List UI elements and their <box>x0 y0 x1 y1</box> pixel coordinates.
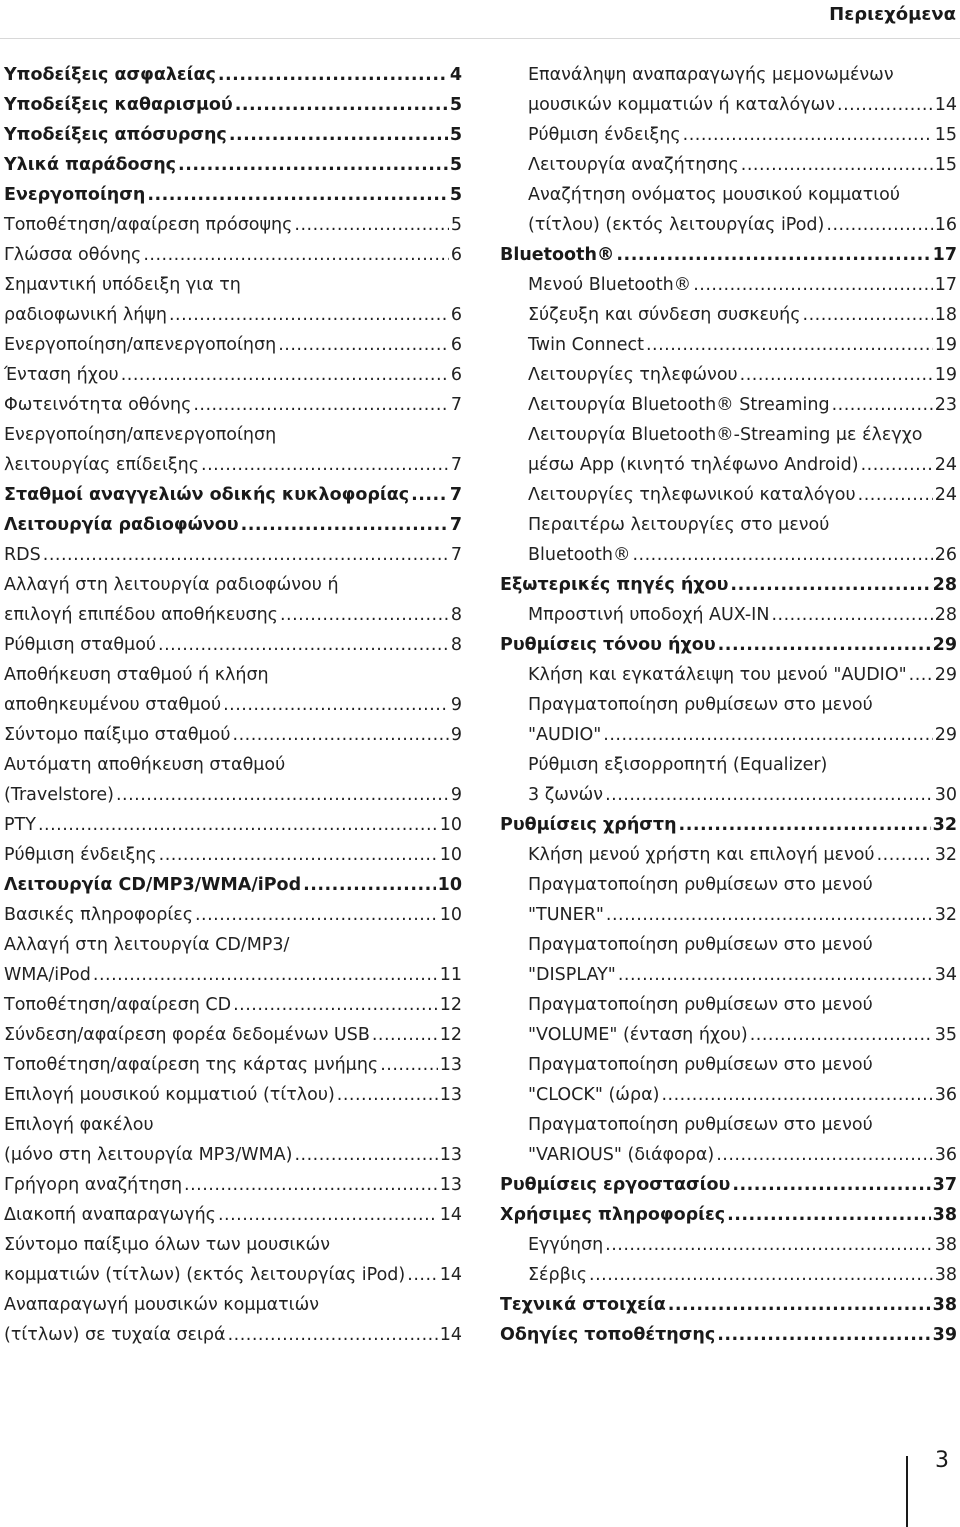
toc-page-number: 10 <box>437 875 462 895</box>
toc-page-number: 38 <box>932 1295 957 1315</box>
toc-entry-title: Λειτουργίες τηλεφώνου <box>528 365 738 385</box>
toc-entry <box>500 1260 957 1290</box>
toc-entry-title: Διακοπή αναπαραγωγής <box>4 1205 216 1225</box>
toc-page-number: 26 <box>934 545 957 565</box>
toc-entry-title: Πραγματοποίηση ρυθμίσεων στο μενού <box>528 695 873 715</box>
toc-leader-dots <box>732 1170 930 1200</box>
toc-leader-dots <box>178 150 448 180</box>
toc-entry-title: Κλήση και εγκατάλειψη του μενού "AUDIO" <box>528 665 907 685</box>
toc-entry-title: Αναπαραγωγή μουσικών κομματιών <box>4 1295 320 1315</box>
toc-entry <box>4 60 462 90</box>
toc-page-number: 17 <box>932 245 957 265</box>
toc-entry-title: Αναζήτηση ονόματος μουσικού κομματιού <box>528 185 901 205</box>
toc-entry-title: Λειτουργία Bluetooth® Streaming <box>528 395 830 415</box>
toc-entry-title: Μενού Bluetooth® <box>528 275 692 295</box>
toc-entry <box>4 570 462 630</box>
toc-entry-title: Αποθήκευση σταθμού ή κλήση <box>4 665 269 685</box>
toc-entry-title: Σημαντική υπόδειξη για τη <box>4 275 241 295</box>
toc-leader-dots <box>116 780 449 810</box>
toc-page-number: 38 <box>934 1235 957 1255</box>
toc-entry <box>4 240 462 270</box>
toc-page-number: 12 <box>439 995 462 1015</box>
toc-entry-title: Πραγματοποίηση ρυθμίσεων στο μενού <box>528 875 873 895</box>
toc-page-number: 19 <box>934 335 957 355</box>
toc-leader-dots <box>740 360 933 390</box>
toc-page-number: 10 <box>439 905 462 925</box>
toc-entry-title: (τίτλων) σε τυχαία σειρά <box>4 1325 226 1345</box>
toc-page-number: 5 <box>449 95 462 115</box>
toc-page-number: 7 <box>449 485 462 505</box>
toc-entry-title: Ενεργοποίηση/απενεργοποίηση <box>4 335 277 355</box>
toc-entry <box>500 660 957 690</box>
toc-leader-dots <box>233 990 438 1020</box>
toc-leader-dots <box>646 330 933 360</box>
toc-entry <box>4 1080 462 1110</box>
toc-entry-title: "TUNER" <box>528 905 604 925</box>
toc-entry <box>4 90 462 120</box>
toc-entry-title: Υποδείξεις ασφαλείας <box>4 65 216 85</box>
toc-page-number: 13 <box>439 1055 462 1075</box>
toc-entry-title: Περαιτέρω λειτουργίες στο μενού <box>528 515 830 535</box>
toc-page-number: 35 <box>934 1025 957 1045</box>
toc-page-number: 32 <box>934 905 957 925</box>
toc-right-column <box>500 60 957 1350</box>
toc-leader-dots <box>618 960 933 990</box>
toc-entry <box>500 750 957 810</box>
toc-page-number: 13 <box>439 1145 462 1165</box>
toc-page-number: 29 <box>934 665 957 685</box>
toc-entry <box>500 690 957 750</box>
toc-entry <box>4 360 462 390</box>
toc-leader-dots <box>229 120 448 150</box>
toc-leader-dots <box>750 1020 933 1050</box>
toc-entry-title: Αλλαγή στη λειτουργία ραδιοφώνου ή <box>4 575 339 595</box>
toc-page-number: 5 <box>450 215 462 235</box>
toc-entry-title: Φωτεινότητα οθόνης <box>4 395 192 415</box>
toc-page-number: 6 <box>450 335 462 355</box>
toc-entry-title: Κλήση μενού χρήστη και επιλογή μενού <box>528 845 875 865</box>
toc-entry-title: Ρύθμιση ένδειξης <box>528 125 681 145</box>
toc-leader-dots <box>668 1290 931 1320</box>
toc-leader-dots <box>683 120 933 150</box>
toc-entry-title: Σταθμοί αναγγελιών οδικής κυκλοφορίας <box>4 485 410 505</box>
toc-page-number: 7 <box>450 455 462 475</box>
toc-entry-title: WMA/iPod <box>4 965 91 985</box>
toc-entry-title: "DISPLAY" <box>528 965 616 985</box>
toc-entry-title: Ρυθμίσεις τόνου ήχου <box>500 635 716 655</box>
toc-leader-dots <box>616 240 930 270</box>
toc-page-number: 14 <box>934 95 957 115</box>
toc-entry-title: 3 ζωνών <box>528 785 604 805</box>
toc-entry-title: Ρύθμιση εξισορροπητή (Equalizer) <box>528 755 828 775</box>
toc-entry <box>4 840 462 870</box>
toc-leader-dots <box>193 390 449 420</box>
toc-page-number: 14 <box>439 1325 462 1345</box>
toc-entry-title: ραδιοφωνική λήψη <box>4 305 167 325</box>
toc-leader-dots <box>411 480 448 510</box>
toc-page-number: 38 <box>932 1205 957 1225</box>
toc-entry-title: Τοποθέτηση/αφαίρεση CD <box>4 995 232 1015</box>
toc-page-number: 6 <box>450 365 462 385</box>
toc-entry-title: Πραγματοποίηση ρυθμίσεων στο μενού <box>528 1115 873 1135</box>
toc-leader-dots <box>280 600 449 630</box>
toc-entry-title: (τίτλου) (εκτός λειτουργίας iPod) <box>528 215 825 235</box>
toc-entry <box>500 270 957 300</box>
toc-entry <box>4 630 462 660</box>
toc-page-number: 7 <box>449 515 462 535</box>
toc-page-number: 10 <box>439 815 462 835</box>
toc-leader-dots <box>832 390 933 420</box>
toc-entry <box>500 330 957 360</box>
toc-entry-title: Εγγύηση <box>528 1235 604 1255</box>
toc-leader-dots <box>294 210 448 240</box>
toc-page-number: 23 <box>934 395 957 415</box>
toc-entry-title: Twin Connect <box>528 335 644 355</box>
toc-page-number: 18 <box>934 305 957 325</box>
toc-entry-title: αποθηκευμένου σταθμού <box>4 695 222 715</box>
toc-entry <box>4 330 462 360</box>
toc-leader-dots <box>218 60 448 90</box>
toc-entry-title: Τοποθέτηση/αφαίρεση της κάρτας μνήμης <box>4 1055 379 1075</box>
toc-entry-title: Εξωτερικές πηγές ήχου <box>500 575 729 595</box>
toc-page-number: 6 <box>450 305 462 325</box>
toc-entry-title: (μόνο στη λειτουργία MP3/WMA) <box>4 1145 293 1165</box>
toc-leader-dots <box>228 1320 438 1350</box>
toc-entry-title: Τοποθέτηση/αφαίρεση πρόσοψης <box>4 215 293 235</box>
toc-entry <box>4 1020 462 1050</box>
toc-page-number: 17 <box>934 275 957 295</box>
toc-leader-dots <box>303 870 436 900</box>
toc-entry-title: Bluetooth® <box>500 245 615 265</box>
toc-page-number: 13 <box>439 1175 462 1195</box>
toc-leader-dots <box>679 810 931 840</box>
toc-page-number: 15 <box>934 125 957 145</box>
toc-leader-dots <box>661 1080 932 1110</box>
toc-entry-title: Λειτουργία Bluetooth®-Streaming με έλεγχο <box>528 425 923 445</box>
toc-entry <box>500 240 957 270</box>
toc-entry-title: Σύντομο παίξιμο σταθμού <box>4 725 231 745</box>
toc-leader-dots <box>407 1260 437 1290</box>
toc-entry-title: Βασικές πληροφορίες <box>4 905 193 925</box>
toc-page-number: 32 <box>934 845 957 865</box>
toc-entry <box>500 480 957 510</box>
toc-entry-title: Πραγματοποίηση ρυθμίσεων στο μενού <box>528 1055 873 1075</box>
toc-page-number: 36 <box>934 1145 957 1165</box>
toc-page-number: 9 <box>450 785 462 805</box>
toc-leader-dots <box>909 660 933 690</box>
toc-page-number: 10 <box>439 845 462 865</box>
toc-leader-dots <box>223 690 449 720</box>
toc-leader-dots <box>233 720 449 750</box>
toc-entry <box>500 360 957 390</box>
toc-leader-dots <box>201 450 449 480</box>
toc-leader-dots <box>603 720 932 750</box>
toc-entry <box>4 870 462 900</box>
toc-page-number: 5 <box>449 155 462 175</box>
toc-entry-title: επιλογή επιπέδου αποθήκευσης <box>4 605 278 625</box>
toc-entry <box>4 720 462 750</box>
toc-entry-title: Τεχνικά στοιχεία <box>500 1295 666 1315</box>
toc-entry <box>500 420 957 480</box>
toc-leader-dots <box>218 1200 438 1230</box>
footer-divider <box>906 1456 908 1527</box>
toc-leader-dots <box>294 1140 437 1170</box>
toc-entry <box>500 390 957 420</box>
toc-entry <box>4 1050 462 1080</box>
toc-entry <box>500 60 957 120</box>
toc-entry-title: μουσικών κομματιών ή καταλόγων <box>528 95 835 115</box>
toc-page-number: 34 <box>934 965 957 985</box>
toc-entry <box>4 1170 462 1200</box>
toc-entry-title: Επιλογή φακέλου <box>4 1115 154 1135</box>
toc-page-number: 24 <box>934 485 957 505</box>
toc-entry-title: Bluetooth® <box>528 545 631 565</box>
toc-page-number: 14 <box>439 1205 462 1225</box>
toc-leader-dots <box>278 330 449 360</box>
toc-entry-title: "VARIOUS" (διάφορα) <box>528 1145 715 1165</box>
toc-leader-dots <box>337 1080 438 1110</box>
toc-page-number: 24 <box>934 455 957 475</box>
toc-leader-dots <box>606 900 933 930</box>
toc-page-number: 36 <box>934 1085 957 1105</box>
toc-entry <box>500 1110 957 1170</box>
toc-entry-title: Αυτόματη αποθήκευση σταθμού <box>4 755 286 775</box>
toc-entry-title: μέσω App (κινητό τηλέφωνο Android) <box>528 455 859 475</box>
toc-entry-title: PTY <box>4 815 36 835</box>
toc-entry-title: Πραγματοποίηση ρυθμίσεων στο μενού <box>528 935 873 955</box>
toc-page-number: 30 <box>934 785 957 805</box>
toc-leader-dots <box>717 1320 930 1350</box>
toc-entry <box>500 600 957 630</box>
toc-entry <box>500 570 957 600</box>
toc-leader-dots <box>741 150 933 180</box>
toc-entry-title: Γλώσσα οθόνης <box>4 245 142 265</box>
toc-entry <box>4 120 462 150</box>
toc-page-number: 15 <box>934 155 957 175</box>
toc-entry <box>4 1200 462 1230</box>
toc-leader-dots <box>771 600 932 630</box>
toc-entry <box>4 660 462 720</box>
toc-leader-dots <box>241 510 448 540</box>
toc-page-number: 7 <box>450 395 462 415</box>
toc-entry <box>4 810 462 840</box>
toc-page-number: 9 <box>450 695 462 715</box>
toc-page-number: 29 <box>932 635 957 655</box>
toc-entry-title: λειτουργίας επίδειξης <box>4 455 199 475</box>
toc-entry <box>500 1230 957 1260</box>
toc-entry-title: Υποδείξεις καθαρισμού <box>4 95 233 115</box>
toc-leader-dots <box>158 630 449 660</box>
toc-entry <box>4 990 462 1020</box>
toc-leader-dots <box>147 180 447 210</box>
toc-entry-title: κομματιών (τίτλων) (εκτός λειτουργίας iPod) <box>4 1265 406 1285</box>
toc-entry <box>500 120 957 150</box>
toc-page-number: 28 <box>934 605 957 625</box>
toc-entry <box>500 1200 957 1230</box>
page-title: Περιεχόμενα <box>829 4 956 25</box>
toc-entry-title: Μπροστινή υποδοχή AUX-IN <box>528 605 770 625</box>
toc-entry-title: "CLOCK" (ώρα) <box>528 1085 660 1105</box>
toc-entry <box>4 480 462 510</box>
toc-leader-dots <box>184 1170 438 1200</box>
toc-leader-dots <box>169 300 449 330</box>
toc-page-number: 32 <box>932 815 957 835</box>
toc-leader-dots <box>195 900 438 930</box>
toc-page-number: 8 <box>450 605 462 625</box>
toc-entry-title: Ρυθμίσεις χρήστη <box>500 815 677 835</box>
toc-leader-dots <box>632 540 932 570</box>
toc-entry-title: Υποδείξεις απόσυρσης <box>4 125 227 145</box>
toc-entry <box>500 990 957 1050</box>
toc-entry-title: Σύνδεση/αφαίρεση φορέα δεδομένων USB <box>4 1025 370 1045</box>
toc-leader-dots <box>861 450 933 480</box>
toc-entry <box>4 270 462 330</box>
toc-entry-title: Λειτουργία CD/MP3/WMA/iPod <box>4 875 302 895</box>
toc-leader-dots <box>143 240 449 270</box>
toc-page-number: 14 <box>439 1265 462 1285</box>
toc-page-number: 9 <box>450 725 462 745</box>
toc-entry <box>4 390 462 420</box>
toc-entry <box>500 150 957 180</box>
toc-leader-dots <box>93 960 438 990</box>
toc-page-number: 12 <box>439 1025 462 1045</box>
toc-page-number: 6 <box>450 245 462 265</box>
toc-entry-title: Λειτουργίες τηλεφωνικού καταλόγου <box>528 485 856 505</box>
toc-entry <box>500 300 957 330</box>
toc-page-number: 16 <box>934 215 957 235</box>
toc-entry <box>500 1050 957 1110</box>
toc-leader-dots <box>718 630 931 660</box>
toc-page-number: 5 <box>449 185 462 205</box>
toc-page-number: 4 <box>449 65 462 85</box>
toc-leader-dots <box>837 90 933 120</box>
toc-entry <box>4 1110 462 1170</box>
toc-entry <box>4 900 462 930</box>
toc-entry <box>4 1290 462 1350</box>
header-bar <box>0 0 960 39</box>
toc-entry-title: Ρύθμιση σταθμού <box>4 635 157 655</box>
toc-entry <box>4 150 462 180</box>
toc-entry-title: Υλικά παράδοσης <box>4 155 177 175</box>
page-number: 3 <box>935 1448 949 1473</box>
toc-entry-title: Χρήσιμες πληροφορίες <box>500 1205 726 1225</box>
toc-entry <box>4 930 462 990</box>
toc-page-number: 13 <box>439 1085 462 1105</box>
toc-page-number: 5 <box>449 125 462 145</box>
toc-entry-title: Αλλαγή στη λειτουργία CD/MP3/ <box>4 935 290 955</box>
toc-entry <box>500 840 957 870</box>
toc-leader-dots <box>877 840 933 870</box>
toc-leader-dots <box>730 570 930 600</box>
toc-entry <box>500 1290 957 1320</box>
toc-leader-dots <box>159 840 438 870</box>
toc-page-number: 11 <box>439 965 462 985</box>
toc-page-number: 37 <box>932 1175 957 1195</box>
toc-entry <box>500 870 957 930</box>
toc-entry <box>500 630 957 660</box>
toc-page-number: 28 <box>932 575 957 595</box>
toc-page-number: 38 <box>934 1265 957 1285</box>
toc-leader-dots <box>826 210 932 240</box>
toc-leader-dots <box>858 480 933 510</box>
toc-leader-dots <box>605 780 933 810</box>
toc-entry <box>500 510 957 570</box>
toc-entry-title: Γρήγορη αναζήτηση <box>4 1175 183 1195</box>
toc-entry-title: Λειτουργία ραδιοφώνου <box>4 515 239 535</box>
toc-entry-title: Ενεργοποίηση <box>4 185 146 205</box>
toc-entry-title: Σύζευξη και σύνδεση συσκευής <box>528 305 801 325</box>
toc-entry <box>500 930 957 990</box>
toc-leader-dots <box>589 1260 933 1290</box>
toc-entry-title: Λειτουργία αναζήτησης <box>528 155 739 175</box>
toc-entry-title: Ρύθμιση ένδειξης <box>4 845 157 865</box>
toc-leader-dots <box>716 1140 933 1170</box>
toc-entry-title: Πραγματοποίηση ρυθμίσεων στο μενού <box>528 995 873 1015</box>
toc-entry <box>4 750 462 810</box>
toc-entry-title: RDS <box>4 545 41 565</box>
toc-entry-title: Οδηγίες τοποθέτησης <box>500 1325 716 1345</box>
toc-leader-dots <box>235 90 448 120</box>
toc-leader-dots <box>727 1200 931 1230</box>
toc-entry <box>4 420 462 480</box>
toc-entry-title: Σέρβις <box>528 1265 587 1285</box>
toc-leader-dots <box>803 300 933 330</box>
toc-leader-dots <box>372 1020 438 1050</box>
toc-entry-title: Σύντομο παίξιμο όλων των μουσικών <box>4 1235 330 1255</box>
toc-leader-dots <box>38 810 438 840</box>
toc-entry-title: Ρυθμίσεις εργοστασίου <box>500 1175 731 1195</box>
toc-entry <box>500 1320 957 1350</box>
toc-leader-dots <box>380 1050 438 1080</box>
toc-entry-title: Επανάληψη αναπαραγωγής μεμονωμένων <box>528 65 894 85</box>
toc-entry-title: (Travelstore) <box>4 785 114 805</box>
toc-leader-dots <box>605 1230 933 1260</box>
toc-entry-title: Ένταση ήχου <box>4 365 119 385</box>
toc-leader-dots <box>121 360 449 390</box>
toc-leader-dots <box>693 270 933 300</box>
toc-left-column <box>4 60 462 1350</box>
toc-entry-title: Ενεργοποίηση/απενεργοποίηση <box>4 425 277 445</box>
toc-page-number: 29 <box>934 725 957 745</box>
toc-entry-title: Επιλογή μουσικού κομματιού (τίτλου) <box>4 1085 335 1105</box>
toc-entry <box>500 180 957 240</box>
toc-page-number: 19 <box>934 365 957 385</box>
toc-entry-title: "VOLUME" (ένταση ήχου) <box>528 1025 748 1045</box>
toc-entry-title: "AUDIO" <box>528 725 602 745</box>
toc-entry <box>4 210 462 240</box>
toc-entry <box>4 540 462 570</box>
toc-page-number: 7 <box>450 545 462 565</box>
toc-entry <box>4 1230 462 1290</box>
toc-entry <box>500 1170 957 1200</box>
toc-entry <box>4 510 462 540</box>
toc-leader-dots <box>43 540 449 570</box>
toc-page-number: 39 <box>932 1325 957 1345</box>
toc-entry <box>4 180 462 210</box>
toc-entry <box>500 810 957 840</box>
toc-page-number: 8 <box>450 635 462 655</box>
